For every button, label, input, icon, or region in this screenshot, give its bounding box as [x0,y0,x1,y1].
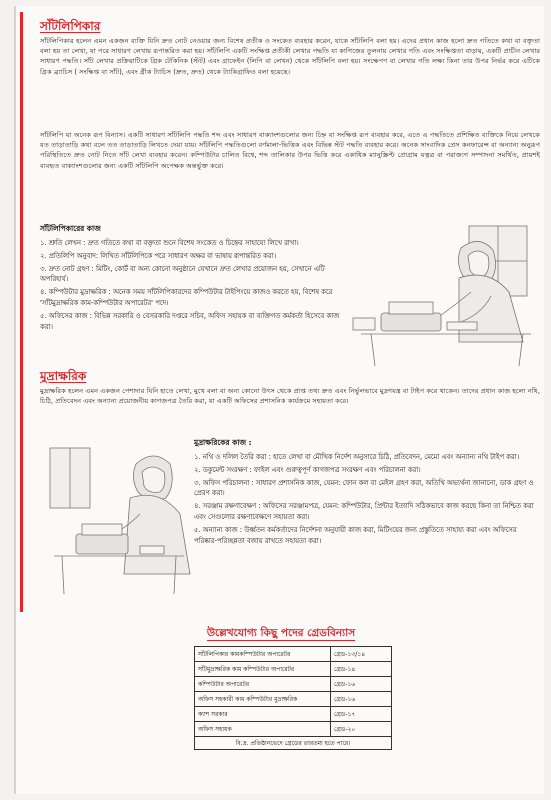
list-item: ৪. কম্পিউটার মুদ্রাক্ষরিক : অনেক সময় সাঁটলিপিকারদের কম্পিউটার টাইপিংয়ে কাজও করতে হয়, বিশেষ করে 'সাঁটমুদ্রাক্ষরিক কাম-কম্পিউটার অপারেটর' পদে। [40,288,333,307]
grade-cell: গ্রেড-২০ [331,722,392,737]
table-note: বি.দ্র. প্রতিষ্ঠানভেদে গ্রেডের তারতম্য হতে পারে। [195,737,392,750]
section-title-typist: মুদ্রাক্ষরিক [40,369,87,383]
list-item: ২. ডকুমেন্ট সংরক্ষণ : ফাইল এবং গুরুত্বপূর্ণ কাগজপত্র সংরক্ষণ এবং পরিচালনা করা। [194,465,421,474]
stenographer-paragraph-2: সাঁটলিপি যা অনেক রূপ বিন্যাস। একটি সাধারণ সাঁটলিপি পদ্ধতি শব্দ এবং সাধারণ বাক্যাংশগুলোর জন্য চিহ্ন বা সংক্ষিপ্ত রূপ ব্যবহার করে, এতে এ পদ্ধতিতে প্রশিক্ষিত ব্যক্তিকে নিয়ে লেখকে যত তাড়াতাড়ি কথা বলে তত তাড়াতাড়ি লিখতে দেয়া যায়। সাঁটলিপি পদ্ধতিগুলো বর্ণমালা-ভিত্তিক এবং বিভিন্ন স্টট পদ্ধতি ব্যবহার করে। অনেক সাংবাদিক প্রেস কনফারেন্স বা অন্যান্য অনুরূপ পরিস্থিতিতে দ্রুত নোট নিতে সাঁট লেখা ব্যবহার করেন। কম্পিউটার চালিত বিশ্বে, শব্দ তালিকার উপর ভিত্তি করে একাধিক ম্যানুস্ক্রিপ্ট প্রোগ্রাম যত্নত্র বা পরাজ্যগ সম্পাদনা সমর্থিত, প্রায়শই ব্যবহৃত বাক্যাংশগুলোর জন্য একটি সাঁটলিপি অপেক্ষক অন্তর্ভুক্ত করে। [40,131,540,170]
grade-table-title: উল্লেখযোগ্য কিছু পদের গ্রেডবিন্যাস [206,627,356,639]
grade-cell: গ্রেড-১৬ [331,677,392,692]
table-row [195,677,392,692]
post-cell: সাঁটলিপিকার কামকম্পিউটার অপারেটর [195,647,331,662]
grade-cell: গ্রেড-১৩/১৪ [331,647,392,662]
table-row [195,692,392,707]
list-item: ৪. সরঞ্জাম রক্ষণাবেক্ষণ : অফিসের সরঞ্জামপত্র, যেমন: কম্পিউটার, প্রিন্টার ইত্যাদি সঠিকভাবে কাজ করছে কিনা তা নিশ্চিত করা এবং সেগুলোর রক্ষণাবেক্ষণে সহায়তা করা। [194,502,534,521]
list-item: ৩. দ্রুত নোট গ্রহণ : মিটিং, কোর্ট বা অন্য কোনো অনুষ্ঠানে যেখানে দ্রুত লেখার প্রয়োজন হয়, সেখানে এটি অপরিহার্য। [40,264,325,284]
table-note-row [195,737,392,750]
post-cell: সাঁটমুদ্রাক্ষরিক কাম কম্পিউটার অপারেটর [195,662,331,677]
list-item: ১. শ্রুতি লেখন : দ্রুত গতিতে কথা বা বক্তৃতা শুনে বিশেষ সংকেত ও চিহ্নের সাহায্যে লিখে রাখা। [40,239,299,247]
list-item: ৫. অফিসের কাজ : বিভিন্ন সরকারি ও বেসরকারি দপ্তরে সচিব, অফিস সহায়ক বা ব্যক্তিগত কর্মকর্তা হিসেবে কাজ করা। [40,311,340,331]
stenographer-intro: সাঁটলিপিকার হলেন এমন একজন ব্যক্তি যিনি দ্রুত নোট নেওয়ার জন্য বিশেষ প্রতীক ও সংকেত ব্যবহার করেন, যাকে সাঁটলিপি বলা হয়। এদের প্রধান কাজ হলো দ্রুত গতিতে কথা বা বক্তৃতা বলা হয় তা লেখা, যা পরে সাধারণ লেখায় রূপান্তরিত করা হয়। সাঁটলিপি একটি সংক্ষিপ্ত প্রতীকী লেখার পদ্ধতি যা কাগিজের তুলনায় লেখার গতি এবং সংক্ষিপ্ততা বাড়ায়, একটি প্রাচীন লেখার সাধারণ পদ্ধতি। সাঁট লেখার প্রক্রিয়াটিকে গ্রিক টেকিনিক (স্টট) এবং গ্রাফেইন (লিপি বা লেখন) থেকে সাঁটলিপি বলা হয়। সংক্ষেপণ বা লেখার গতি লক্ষ্য কিনা তার উপর নির্ভর করে এটিকে গ্রিক ব্র্যাচিস ( সংক্ষিপ্ত বা সাঁট), এবং গ্রীক ট্যাচিস (দ্রুত, দ্রুত) থেকে ট্যাকিগ্রাফিও বলা হয়েছে। [40,37,540,76]
typist-intro: মুদ্রাক্ষরিক হলেন এমন একজন পেশাদার যিনি হাতে লেখা, মুখে বলা বা অন্য কোনো উৎস থেকে প্রাপ্ত তথ্য দ্রুত এবং নির্ভুলভাবে মুদ্রণযন্ত্র বা টাইপ করে থাকেন। তাদের প্রধান কাজ হলো নথি, চিঠি, প্রতিবেদন এবং অন্যান্য প্রয়োজনীয় কাগজপত্র তৈরি করা, যা একটি অফিসের প্রশাসনিক কার্যক্রমে সহায়তা করে। [40,387,540,406]
list-item: ৩. অফিস পরিচালনা : সাধারণ প্রশাসনিক কাজ, যেমন: ফোন কল বা মেইল গ্রহণ করা, অতিথি অভ্যর্থনা জানানো, ডাক গ্রহণ ও প্রেরণ করা। [194,478,534,498]
woman-typewriter-illustration [44,438,194,598]
woman-typing-illustration [351,218,541,368]
list-item: ১. নথি ও দলিল তৈরি করা : হাতে লেখা বা মৌখিক নির্দেশ অনুসারে চিঠি, প্রতিবেদন, মেমো এবং অন্যান্য নথি টাইপ করা। [194,453,520,461]
section-title-stenographer: সাঁটলিপিকার [40,19,101,33]
document-page [14,6,544,794]
grade-cell: গ্রেড-১৭ [331,707,392,722]
grade-cell: গ্রেড-১৬ [331,692,392,707]
stenographer-tasks-heading: সাঁটলিপিকারের কাজ [40,224,101,233]
post-cell: অফিস সহায়ক [195,722,331,737]
post-cell: অফিস সহকারী কাম কম্পিউটার মুদ্রাক্ষরিক [195,692,331,707]
table-row [195,662,392,677]
post-cell: ক্যাশ সরকার [195,707,331,722]
post-cell: কম্পিউটার অপারেটর [195,677,331,692]
list-item: ২. প্রতিলিপি অনুবাদ: লিখিত সাঁটলিপিকে পরে সাধারণ অক্ষর বা ভাষায় রূপান্তরিত করা। [40,251,277,260]
stenographer-task-list [40,238,352,334]
left-accent-bar [20,12,23,612]
table-row [195,722,392,737]
typist-tasks-heading: মুদ্রাক্ষরিকের কাজ : [194,438,252,447]
grade-table [194,646,392,750]
table-row [195,647,392,662]
list-item: ৫. অন্যান্য কাজ : উর্ধ্বতন কর্মকর্তাদের নির্দেশনা অনুযায়ী কাজ করা, মিটিংয়ের জন্য প্রস্তুতিতে সাহায্য করা এবং অফিসের পরিষ্কার-পরিচ্ছন্নতা বজায় রাখতে সহায়তা করা। [194,525,517,545]
typist-task-list [194,452,540,548]
table-row [195,707,392,722]
grade-cell: গ্রেড-১৪ [331,662,392,677]
